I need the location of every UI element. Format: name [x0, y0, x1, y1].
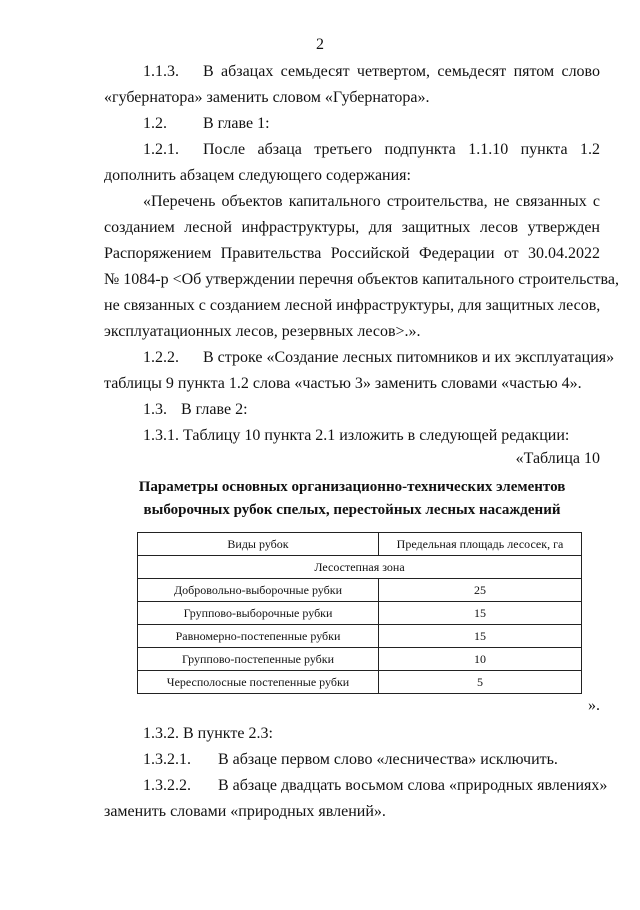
table-row	[138, 625, 582, 648]
paragraph-1-2-2-number: 1.2.2.	[143, 349, 179, 366]
paragraph-1-2-1-line-1: После абзаца третьего подпункта 1.1.10 пункта 1.2	[203, 141, 600, 158]
table-closing-quote: ».	[588, 697, 600, 714]
paragraph-1-2-1-line-2: дополнить абзацем следующего содержания:	[104, 167, 411, 184]
table-row	[138, 648, 582, 671]
cutting-type-cell: Группово-постепенные рубки	[138, 648, 379, 671]
zone-label: Лесостепная зона	[138, 556, 582, 579]
table-title-line-2: выборочных рубок спелых, перестойных лесных насаждений	[143, 502, 561, 518]
paragraph-1-2-text: В главе 1:	[203, 115, 270, 132]
table-row	[138, 671, 582, 694]
table-caption-number: «Таблица 10	[515, 450, 600, 467]
paragraph-1-3-2-2-number: 1.3.2.2.	[143, 777, 191, 794]
page-number: 2	[316, 36, 324, 53]
paragraph-1-3-text: В главе 2:	[181, 401, 248, 418]
header-cutting-type: Виды рубок	[138, 533, 379, 556]
quote-line-1: «Перечень объектов капитального строительства, не связанных с	[143, 193, 600, 210]
cutting-type-cell: Равномерно-постепенные рубки	[138, 625, 379, 648]
max-area-cell: 5	[379, 671, 582, 694]
paragraph-1-3-number: 1.3.	[143, 401, 167, 418]
paragraph-1-2-2-line-1: В строке «Создание лесных питомников и их эксплуатация»	[203, 349, 615, 366]
table-header-row	[138, 533, 582, 556]
paragraph-1-3-2-2-line-1: В абзаце двадцать восьмом слова «природных явлениях»	[218, 777, 608, 794]
paragraph-1-1-3-line-2: «губернатора» заменить словом «Губернатора».	[104, 89, 430, 106]
paragraph-1-3-2-1-text: В абзаце первом слово «лесничества» исключить.	[218, 751, 558, 768]
quote-line-3: Распоряжением Правительства Российской Федерации от 30.04.2022	[104, 245, 600, 262]
paragraph-1-3-2: 1.3.2. В пункте 2.3:	[143, 725, 273, 742]
table-row	[138, 579, 582, 602]
cutting-type-cell: Добровольно-выборочные рубки	[138, 579, 379, 602]
header-max-area: Предельная площадь лесосек, га	[379, 533, 582, 556]
paragraph-1-1-3-number: 1.1.3.	[143, 63, 179, 80]
cutting-parameters-table	[137, 532, 582, 694]
cutting-type-cell: Группово-выборочные рубки	[138, 602, 379, 625]
max-area-cell: 10	[379, 648, 582, 671]
paragraph-1-2-1-number: 1.2.1.	[143, 141, 179, 158]
paragraph-1-3-1: 1.3.1. Таблицу 10 пункта 2.1 изложить в следующей редакции:	[143, 427, 570, 444]
paragraph-1-3-2-2-line-2: заменить словами «природных явлений».	[104, 803, 386, 820]
max-area-cell: 15	[379, 602, 582, 625]
paragraph-1-2-number: 1.2.	[143, 115, 167, 132]
max-area-cell: 15	[379, 625, 582, 648]
paragraph-1-3-2-1-number: 1.3.2.1.	[143, 751, 191, 768]
quote-line-5: не связанных с созданием лесной инфраструктуры, для защитных лесов,	[104, 297, 601, 314]
paragraph-1-1-3-line-1: В абзацах семьдесят четвертом, семьдесят пятом слово	[203, 63, 600, 80]
quote-line-6: эксплуатационных лесов, резервных лесов>.».	[104, 323, 421, 340]
max-area-cell: 25	[379, 579, 582, 602]
table-title-line-1: Параметры основных организационно-технических элементов	[138, 479, 566, 495]
paragraph-1-2-2-line-2: таблицы 9 пункта 1.2 слова «частью 3» заменить словами «частью 4».	[104, 375, 582, 392]
table-zone-row	[138, 556, 582, 579]
quote-line-2: созданием лесной инфраструктуры, для защитных лесов утвержден	[104, 219, 600, 236]
cutting-type-cell: Чересполосные постепенные рубки	[138, 671, 379, 694]
table-row	[138, 602, 582, 625]
quote-line-4: № 1084-р <Об утверждении перечня объектов капитального строительства,	[104, 271, 619, 288]
